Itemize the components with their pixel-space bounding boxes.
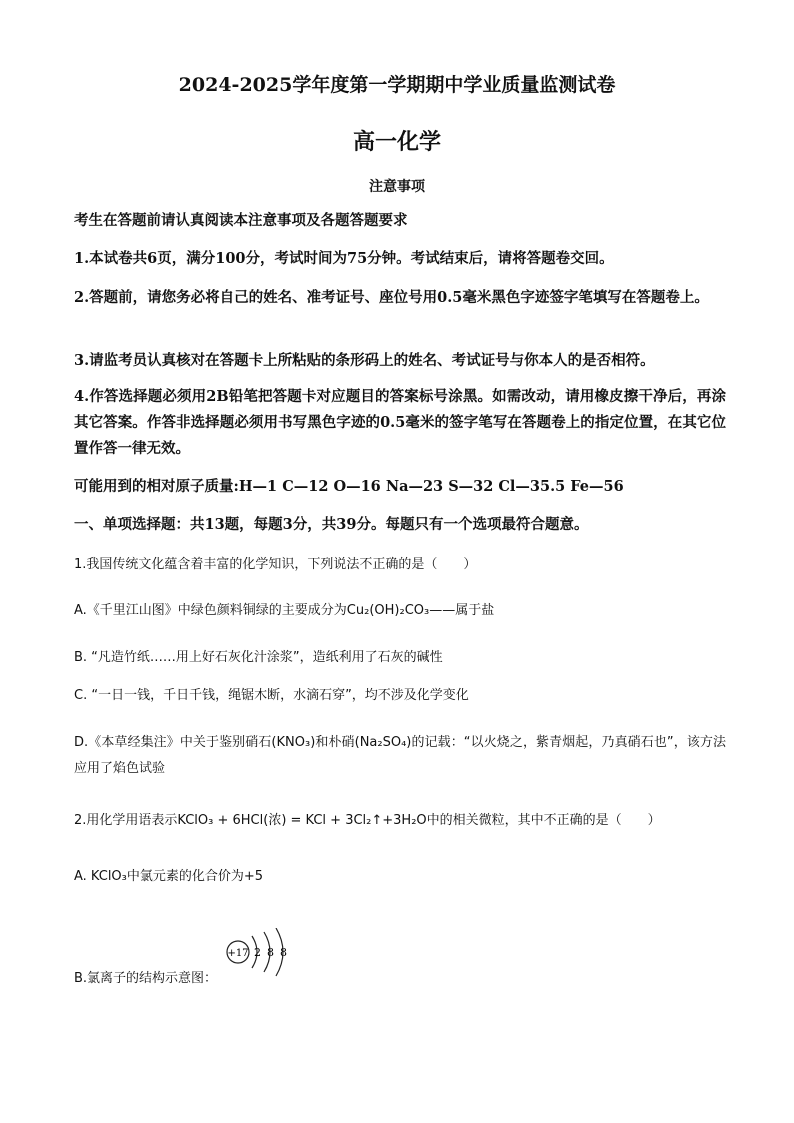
nucleus-label: +17	[227, 948, 249, 959]
section-heading: 一、单项选择题：共13题，每题3分，共39分。每题只有一个选项最符合题意。	[74, 516, 589, 533]
q2-option-a: A. KClO₃中氯元素的化合价为+5	[74, 869, 264, 884]
q1-option-b: B. “凡造竹纸……用上好石灰化汁涂浆”，造纸利用了石灰的碱性	[74, 650, 443, 665]
notice-intro: 考生在答题前请认真阅读本注意事项及各题答题要求	[74, 212, 408, 229]
shell-electrons-2: 8	[267, 946, 274, 959]
q1-option-d: D.《本草经集注》中关于鉴别硝石(KNO₃)和朴硝(Na₂SO₄)的记载：“以火烧之，紫青烟起，乃真硝石也”，该方法应用了焰色试验	[74, 735, 726, 776]
notice-item-4: 4.作答选择题必须用2B铅笔把答题卡对应题目的答案标号涂黑。如需改动，请用橡皮擦干净后，再涂其它答案。作答非选择题必须用书写黑色字迹的0.5毫米的签字笔写在答题卷上的指定位置，在其它位置作答一律无效。	[74, 388, 726, 457]
exam-title: 2024-2025学年度第一学期期中学业质量监测试卷	[178, 74, 616, 96]
q1-option-a: A.《千里江山图》中绿色颜料铜绿的主要成分为Cu₂(OH)₂CO₃——属于盐	[74, 603, 495, 618]
subject-title: 高一化学	[352, 129, 441, 155]
atomic-masses: 可能用到的相对原子质量:H—1 C—12 O—16 Na—23 S—32 Cl—35.5 Fe—56	[74, 478, 624, 495]
notice-item-1: 1.本试卷共6页，满分100分，考试时间为75分钟。考试结束后，请将答题卷交回。	[74, 250, 614, 267]
q2-option-b: B.氯离子的结构示意图：	[74, 971, 218, 986]
notice-heading: 注意事项	[369, 179, 425, 195]
chloride-ion-structure-diagram	[222, 928, 302, 984]
q2-stem: 2.用化学用语表示KClO₃ + 6HCl(浓) = KCl + 3Cl₂↑+3H₂O中的相关微粒，其中不正确的是（ ）	[74, 813, 661, 828]
q1-stem: 1.我国传统文化蕴含着丰富的化学知识，下列说法不正确的是（ ）	[74, 557, 477, 572]
notice-item-2: 2.答题前，请您务必将自己的姓名、准考证号、座位号用0.5毫米黑色字迹签字笔填写在答题卷上。	[74, 289, 709, 306]
shell-electrons-3: 8	[280, 946, 287, 959]
shell-electrons-1: 2	[254, 946, 261, 959]
notice-item-3: 3.请监考员认真核对在答题卡上所粘贴的条形码上的姓名、考试证号与你本人的是否相符。	[74, 352, 655, 369]
q1-option-c: C. “一日一钱，千日千钱，绳锯木断，水滴石穿”，均不涉及化学变化	[74, 688, 469, 703]
